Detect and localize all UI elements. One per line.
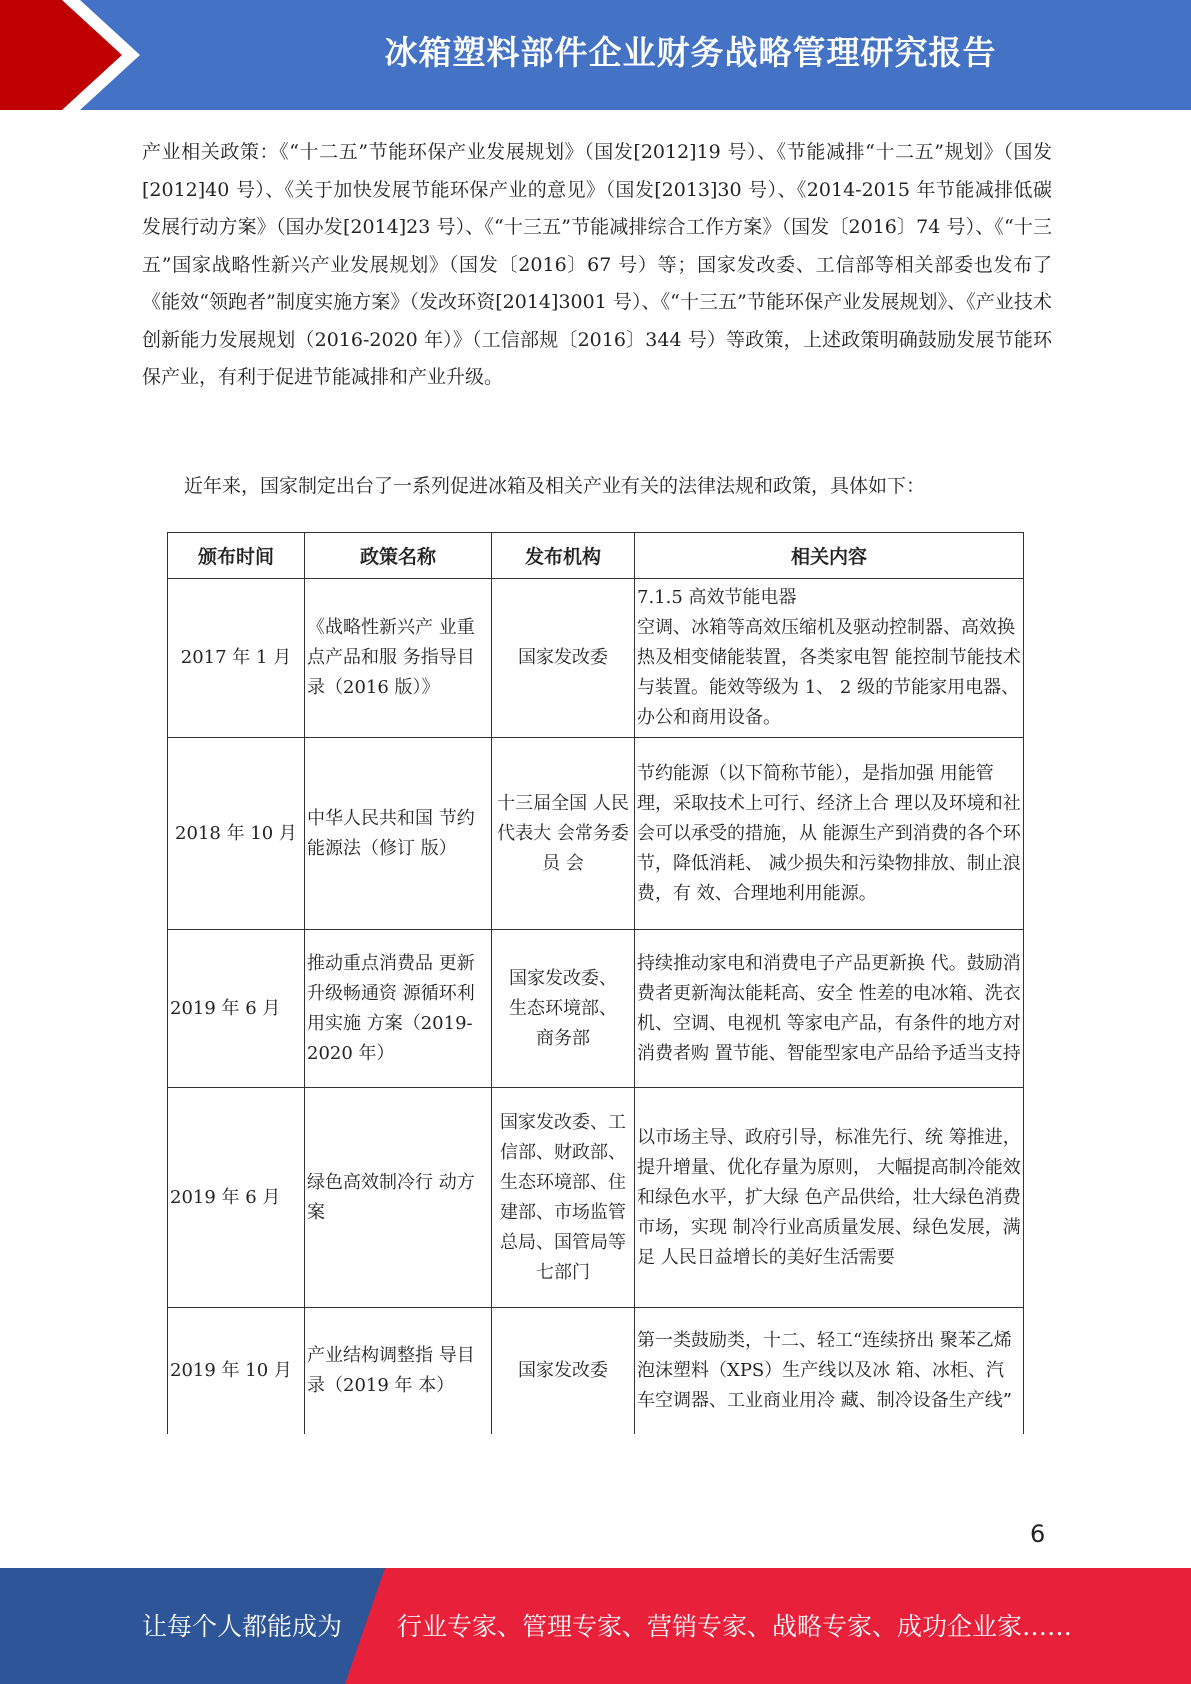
row-date: 2019 年 6 月 [168, 930, 305, 1088]
row-date: 2018 年 10 月 [168, 738, 305, 930]
row-content: 7.1.5 高效节能电器 空调、冰箱等高效压缩机及驱动控制器、高效换热及相变储能装置，各类家电智 能控制节能技术与装置。能效等级为 1、 2 级的节能家用电器、办公和商用设备。 [635, 579, 1024, 738]
page-number: 6 [1030, 1520, 1046, 1548]
row-issuer: 国家发改委 [492, 1308, 635, 1434]
row-content: 节约能源（以下简称节能），是指加强 用能管理，采取技术上可行、经济上合 理以及环境和社会可以承受的措施，从 能源生产到消费的各个环节，降低消耗、 减少损失和污染物排放、制止浪费，有 效、合理地利用能源。 [635, 738, 1024, 930]
row-policy-name: 推动重点消费品 更新升级畅通资 源循环利用实施 方案（2019-2020 年） [305, 930, 492, 1088]
header-issuer: 发布机构 [492, 533, 635, 579]
row-issuer: 十三届全国 人民代表大 会常务委员 会 [492, 738, 635, 930]
header-arrow-decoration [0, 0, 170, 110]
row-policy-name: 产业结构调整指 导目录（2019 年 本） [305, 1308, 492, 1434]
page-header [0, 0, 1191, 110]
table-row [168, 1308, 1024, 1434]
row-date: 2019 年 6 月 [168, 1088, 305, 1308]
table-row [168, 579, 1024, 738]
row-policy-name: 绿色高效制冷行 动方案 [305, 1088, 492, 1308]
row-issuer: 国家发改委、 生态环境部、 商务部 [492, 930, 635, 1088]
row-content: 持续推动家电和消费电子产品更新换 代。鼓励消费者更新淘汰能耗高、安全 性差的电冰箱、洗衣机、空调、电视机 等家电产品，有条件的地方对消费者购 置节能、智能型家电产品给予适当支持 [635, 930, 1024, 1088]
report-title: 冰箱塑料部件企业财务战略管理研究报告 [384, 33, 997, 72]
footer-slogan-left: 让每个人都能成为 [142, 1612, 343, 1641]
row-content: 第一类鼓励类，十二、轻工“连续挤出 聚苯乙烯泡沫塑料（XPS）生产线以及冰 箱、冰柜、汽车空调器、工业商业用冷 藏、制冷设备生产线” [635, 1308, 1024, 1434]
table-row [168, 930, 1024, 1088]
header-date: 颁布时间 [168, 533, 305, 579]
lead-paragraph: 近年来，国家制定出台了一系列促进冰箱及相关产业有关的法律法规和政策，具体如下： [184, 475, 926, 497]
table-header-row [168, 533, 1024, 579]
row-date: 2017 年 1 月 [168, 579, 305, 738]
policy-table [167, 532, 1024, 1434]
row-content: 以市场主导、政府引导，标准先行、统 筹推进，提升增量、优化存量为原则， 大幅提高制冷能效和绿色水平，扩大绿 色产品供给，壮大绿色消费市场，实现 制冷行业高质量发展、绿色发展，满足 人民日益增长的美好生活需要 [635, 1088, 1024, 1308]
table-row [168, 738, 1024, 930]
row-date: 2019 年 10 月 [168, 1308, 305, 1434]
table-row [168, 1088, 1024, 1308]
page-footer [0, 1568, 1191, 1684]
header-policy-name: 政策名称 [305, 533, 492, 579]
row-policy-name: 《战略性新兴产 业重点产品和服 务指导目录（2016 版）》 [305, 579, 492, 738]
row-issuer: 国家发改委、工信部、财政部、生态环境部、住建部、市场监管总局、国管局等七部门 [492, 1088, 635, 1308]
row-policy-name: 中华人民共和国 节约能源法（修订 版） [305, 738, 492, 930]
row-issuer: 国家发改委 [492, 579, 635, 738]
intro-paragraph: 产业相关政策：《“十二五”节能环保产业发展规划》（国发[2012]19 号）、《节能减排“十二五”规划》（国发[2012]40 号）、《关于加快发展节能环保产业的意见》（国发[2013]30 号）、《2014-2015 年节能减排低碳发展行动方案》（国办发[2014]23 号）、《“十三五”节能减排综合工作方案》（国发〔2016〕74 号）、《“十三五”国家战略性新兴产业发展规划》（国发〔2016〕67 号）等；国家发改委、工信部等相关部委也发布了《能效“领跑者”制度实施方案》（发改环资[2014]3001 号）、《“十三五”节能环保产业发展规划》、《产业技术创新能力发展规划（2016-2020 年）》（工信部规〔2016〕344 号）等政策，上述政策明确鼓励发展节能环保产业，有利于促进节能减排和产业升级。 [142, 141, 1052, 388]
header-content: 相关内容 [635, 533, 1024, 579]
footer-slogan-right: 行业专家、管理专家、营销专家、战略专家、成功企业家…… [397, 1612, 1073, 1641]
